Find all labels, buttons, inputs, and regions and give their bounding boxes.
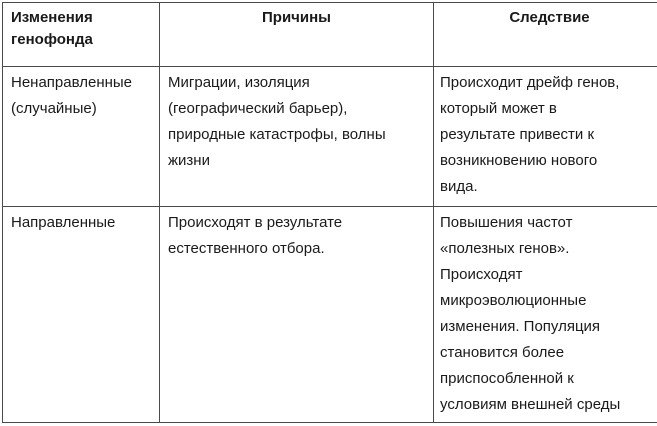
cell-change-type: Ненаправленные (случайные) <box>3 67 160 207</box>
table-row <box>3 207 657 423</box>
header-consequence: Следствие <box>434 3 657 67</box>
cell-change-type: Направленные <box>3 207 160 423</box>
cell-causes: Миграции, изоляция (географический барьер), природные катастрофы, волны жизни <box>160 67 434 207</box>
table-header-row <box>3 3 657 67</box>
header-genepool-changes: Изменения генофонда <box>3 3 160 67</box>
cell-consequence: Происходит дрейф генов, который может в результате привести к возникновению нового вида. <box>434 67 657 207</box>
genepool-changes-table <box>2 2 657 423</box>
cell-causes: Происходят в результате естественного отбора. <box>160 207 434 423</box>
cell-consequence: Повышения частот «полезных генов». Происходят микроэволюционные изменения. Популяция становится более приспособленной к условиям внешней среды <box>434 207 657 423</box>
header-causes: Причины <box>160 3 434 67</box>
table-row <box>3 67 657 207</box>
